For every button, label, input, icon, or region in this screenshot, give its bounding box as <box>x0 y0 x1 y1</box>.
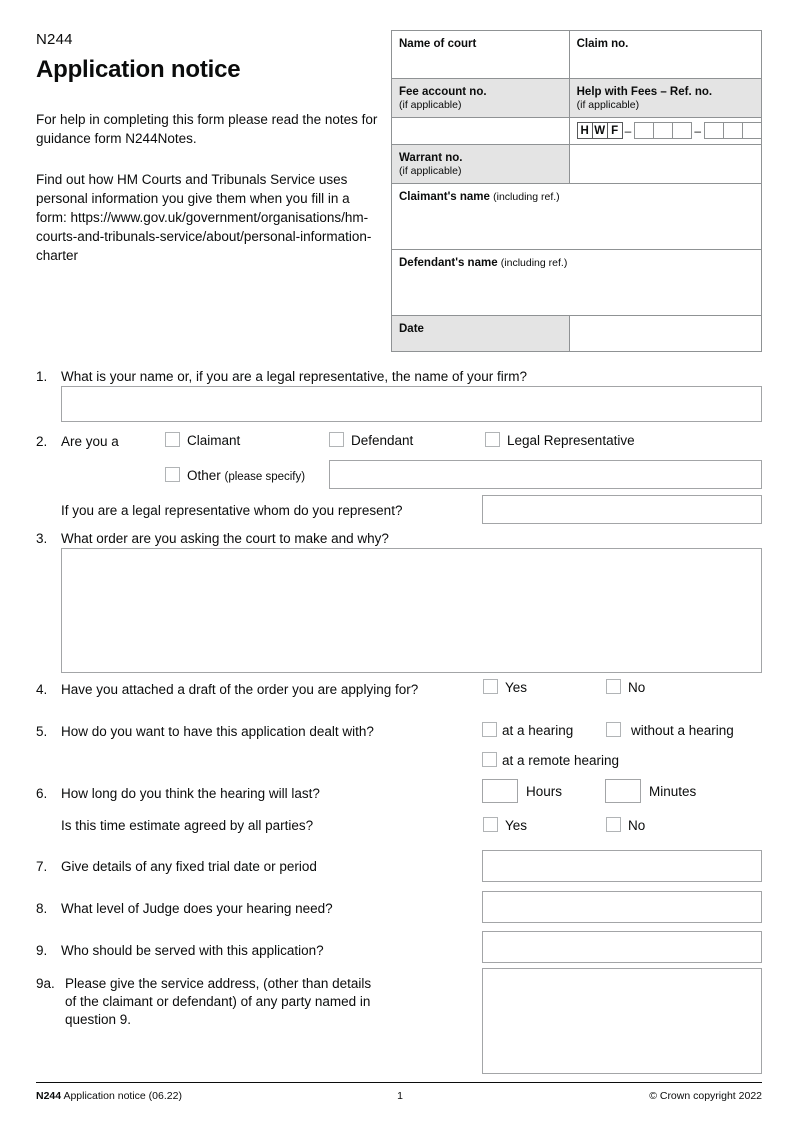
question-7-text: Give details of any fixed trial date or period <box>61 859 317 874</box>
table-row <box>392 79 762 118</box>
hwf-digit-2[interactable] <box>653 122 673 139</box>
question-8-text: What level of Judge does your hearing need? <box>61 901 333 916</box>
checkbox-q4-yes-label: Yes <box>505 680 528 695</box>
checkbox-at-a-hearing-label: at a hearing <box>502 723 574 738</box>
question-4-text: Have you attached a draft of the order you are applying for? <box>61 682 419 697</box>
checkbox-q6-no[interactable] <box>606 817 621 832</box>
checkbox-without-a-hearing-label: without a hearing <box>631 723 734 738</box>
question-9-input[interactable] <box>482 931 762 963</box>
question-9a-line3: question 9. <box>65 1012 132 1027</box>
question-2-other-input[interactable] <box>329 460 762 489</box>
table-row <box>392 250 762 316</box>
checkbox-claimant-label: Claimant <box>187 433 241 448</box>
question-4-number: 4. <box>36 682 48 697</box>
footer-form-code: N244 <box>36 1090 62 1102</box>
question-6-subtext: Is this time estimate agreed by all parties? <box>61 818 314 833</box>
minutes-label: Minutes <box>649 784 697 799</box>
question-3-number: 3. <box>36 531 48 546</box>
footer-page-number: 1 <box>397 1090 403 1102</box>
question-2-represent-text: If you are a legal representative whom do you represent? <box>61 503 403 518</box>
question-2-text: Are you a <box>61 434 119 449</box>
warrant-no-label: Warrant no. <box>399 152 463 164</box>
checkbox-legal-representative-label: Legal Representative <box>507 433 635 448</box>
date-label: Date <box>399 323 424 335</box>
cell-fee-account-label <box>392 79 570 118</box>
help-with-fees-label: Help with Fees – Ref. no. <box>576 86 713 98</box>
warrant-no-field[interactable] <box>569 145 761 184</box>
question-6-text: How long do you think the hearing will last? <box>61 786 320 801</box>
checkbox-q6-yes-label: Yes <box>505 818 528 833</box>
question-7-number: 7. <box>36 859 48 874</box>
footer-copyright: © Crown copyright 2022 <box>649 1090 762 1102</box>
footer-divider <box>36 1082 762 1083</box>
question-7-input[interactable] <box>482 850 762 882</box>
checkbox-q6-yes[interactable] <box>483 817 498 832</box>
checkbox-at-a-hearing[interactable] <box>482 722 497 737</box>
checkbox-q4-no-label: No <box>628 680 646 695</box>
hwf-dash-2: – <box>694 123 701 138</box>
checkbox-at-a-remote-hearing-label: at a remote hearing <box>502 753 620 768</box>
date-field[interactable] <box>569 316 761 352</box>
question-3-textarea[interactable] <box>61 548 762 673</box>
hours-input[interactable] <box>482 779 518 803</box>
form-header <box>36 30 381 265</box>
question-9-text: Who should be served with this application? <box>61 943 324 958</box>
question-2-represent-input[interactable] <box>482 495 762 524</box>
table-row <box>392 184 762 250</box>
question-5-text: How do you want to have this application dealt with? <box>61 724 374 739</box>
question-8-input[interactable] <box>482 891 762 923</box>
question-6-number: 6. <box>36 786 48 801</box>
minutes-input[interactable] <box>605 779 641 803</box>
footer-form-description: Application notice (06.22) <box>63 1090 182 1102</box>
question-5-number: 5. <box>36 724 48 739</box>
claimants-name-field[interactable] <box>392 184 762 250</box>
warrant-no-sub: (if applicable) <box>399 165 462 177</box>
question-1-input[interactable] <box>61 386 762 422</box>
page-title: Application notice <box>36 56 241 83</box>
checkbox-legal-representative[interactable] <box>485 432 500 447</box>
fee-account-no-field[interactable] <box>392 118 570 145</box>
name-of-court-label: Name of court <box>399 38 477 50</box>
table-row <box>392 316 762 352</box>
defendants-name-field[interactable] <box>392 250 762 316</box>
checkbox-q4-no[interactable] <box>606 679 621 694</box>
fee-account-no-sub: (if applicable) <box>399 99 462 111</box>
help-paragraph: For help in completing this form please read the notes for guidance form N244Notes. <box>36 112 378 146</box>
checkbox-other[interactable] <box>165 467 180 482</box>
defendants-name-sub: (including ref.) <box>500 257 568 269</box>
defendants-name-label: Defendant's name <box>399 257 498 269</box>
hwf-digit-4[interactable] <box>704 122 724 139</box>
cell-warrant-no-label <box>392 145 570 184</box>
question-9-number: 9. <box>36 943 48 958</box>
checkbox-without-a-hearing[interactable] <box>606 722 621 737</box>
hwf-dash-1: – <box>624 123 632 138</box>
checkbox-q6-no-label: No <box>628 818 646 833</box>
question-9a-textarea[interactable] <box>482 968 762 1074</box>
cell-help-with-fees-label <box>569 79 761 118</box>
cell-name-of-court[interactable] <box>392 31 570 79</box>
table-row <box>392 118 762 145</box>
hwf-reference-boxes <box>570 118 761 143</box>
question-9a-number: 9a. <box>36 976 55 991</box>
claimants-name-sub: (including ref.) <box>493 191 560 203</box>
court-details-table <box>391 30 762 352</box>
checkbox-other-label <box>187 468 305 485</box>
other-label-hint: (please specify) <box>224 471 306 483</box>
hours-label: Hours <box>526 784 563 799</box>
fee-account-no-label: Fee account no. <box>399 86 487 98</box>
question-2-number: 2. <box>36 434 48 449</box>
hwf-letter-f: F <box>607 122 623 139</box>
hwf-digit-1[interactable] <box>634 122 654 139</box>
hwf-letter-h: H <box>577 122 593 139</box>
question-8-number: 8. <box>36 901 48 916</box>
checkbox-defendant-label: Defendant <box>351 433 414 448</box>
hwf-digit-6[interactable] <box>742 122 762 139</box>
checkbox-at-a-remote-hearing[interactable] <box>482 752 497 767</box>
question-1-text: What is your name or, if you are a legal representative, the name of your firm? <box>61 369 527 384</box>
checkbox-q4-yes[interactable] <box>483 679 498 694</box>
hwf-letter-w: W <box>592 122 608 139</box>
question-1-number: 1. <box>36 369 48 384</box>
question-3-text: What order are you asking the court to make and why? <box>61 531 389 546</box>
other-label-text: Other <box>187 468 221 483</box>
help-with-fees-sub: (if applicable) <box>576 99 640 111</box>
table-row <box>392 145 762 184</box>
question-9a-line2: of the claimant or defendant) of any party named in <box>65 994 371 1009</box>
table-row <box>392 31 762 79</box>
charter-paragraph: Find out how HM Courts and Tribunals Service uses personal information you give them when you fill in a form: https://www.gov.uk/government/organisations/hm-courts-and-tribunals-service/about/personal-information-charter <box>36 172 372 263</box>
help-with-fees-ref-field[interactable] <box>569 118 761 145</box>
checkbox-defendant[interactable] <box>329 432 344 447</box>
form-code: N244 <box>36 31 73 48</box>
hwf-digit-5[interactable] <box>723 122 743 139</box>
cell-date-label <box>392 316 570 352</box>
claim-no-label: Claim no. <box>576 38 629 50</box>
checkbox-claimant[interactable] <box>165 432 180 447</box>
hwf-digit-3[interactable] <box>672 122 692 139</box>
question-9a-line1: Please give the service address, (other than details <box>65 976 372 991</box>
cell-claim-no[interactable] <box>569 31 761 79</box>
claimants-name-label: Claimant's name <box>399 191 490 203</box>
